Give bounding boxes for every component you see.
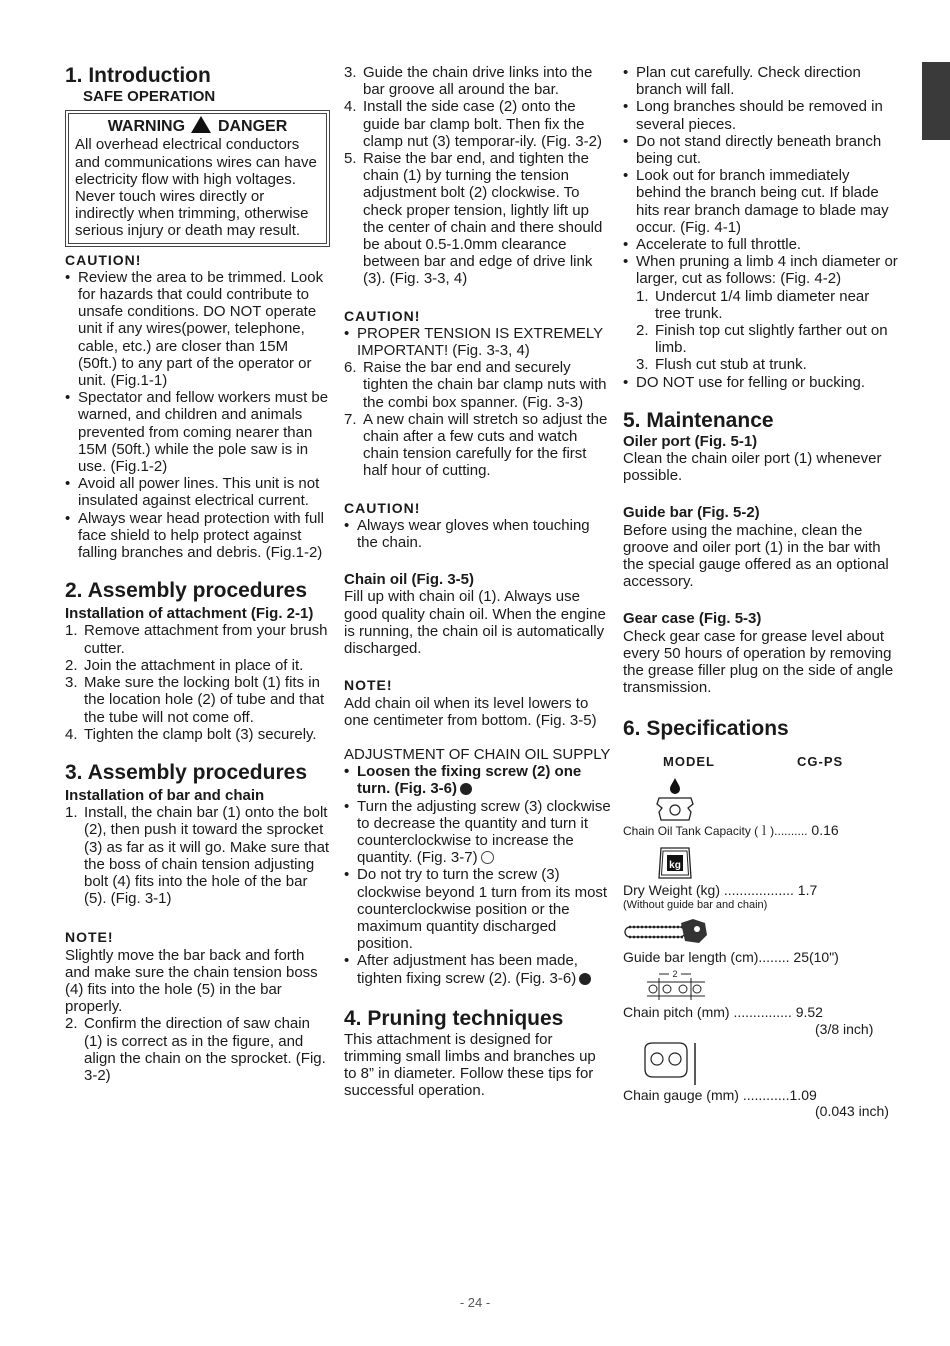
gear-case-heading: Gear case (Fig. 5-3) [623, 610, 762, 628]
list-item: 2. Finish top cut slightly farther out on limb. [636, 322, 888, 357]
list-item: 4. Install the side case (2) onto the guide bar clamp bolt. Then fix the clamp nut (3) temporar-ily. (Fig. 3-2) [344, 98, 602, 150]
column-1 [65, 64, 330, 1084]
section-1-title: 1. Introduction [65, 64, 211, 87]
chain-oil-text: Fill up with chain oil (1). Always use good quality chain oil. When the engine is running, the chain oil is automatically discharged. [344, 588, 606, 658]
column-3 [623, 64, 898, 1119]
chain-gauge-icon [641, 1039, 701, 1087]
list-item: 7. A new chain will stretch so adjust the chain after a few cuts and watch chain tension carefully for the first half hour of cutting. [344, 410, 608, 480]
chain-oil-heading: Chain oil (Fig. 3-5) [344, 571, 474, 589]
section-3-title: 3. Assembly procedures [65, 760, 307, 784]
list-item: • Avoid all power lines. This unit is not insulated against electrical current. [65, 475, 330, 509]
svg-text:2: 2 [672, 969, 678, 980]
model-label: MODEL [663, 753, 715, 769]
list-item: 3. Guide the chain drive links into the bar groove all around the bar. [344, 64, 593, 99]
chain-gauge-inch: (0.043 inch) [815, 1102, 889, 1119]
note-label: NOTE! [65, 929, 114, 946]
list-item: • Turn the adjusting screw (3) clockwise to decrease the quantity and turn it counterclockwise to increase the quantity. (Fig. 3-7) [344, 798, 612, 867]
caution-label: CAUTION! [344, 307, 421, 324]
list-item: 3. Flush cut stub at trunk. [636, 356, 807, 374]
chapter-tab [922, 62, 950, 140]
spec-row-dry-weight: Dry Weight (kg) .................. 1.7 [623, 881, 818, 898]
danger-label: DANGER [217, 118, 288, 136]
page-number: - 24 - [459, 1295, 491, 1310]
list-item: 1. Remove attachment from your brush cutter. [65, 622, 328, 657]
bar-chain-subheading: Installation of bar and chain [65, 786, 265, 804]
fixing-screw-icon [579, 973, 591, 985]
section-4-title: 4. Pruning techniques [344, 1006, 564, 1030]
list-item: • Always wear head protection with full face shield to help protect against falling branches and debris. (Fig.1-2) [65, 510, 330, 562]
list-item: 1. Install, the chain bar (1) onto the bolt (2), then push it toward the sprocket (3) as far as it will go. Make sure that the boss of chain tension adjusting bolt (4) fits into the hole of the bar (5). (Fig. 3-1) [65, 804, 330, 908]
list-item: 4. Tighten the clamp bolt (3) securely. [65, 725, 317, 743]
chain-pitch-icon [643, 968, 709, 1004]
oiler-port-heading: Oiler port (Fig. 5-1) [623, 432, 758, 450]
list-item: 6. Raise the bar end and securely tighten the chain bar clamp nuts with the combi box spanner. (Fig. 3-3) [344, 359, 607, 411]
dry-weight-note: (Without guide bar and chain) [623, 899, 768, 912]
model-value: CG-PS [797, 753, 844, 769]
warning-box [68, 113, 327, 243]
oil-drop-icon [653, 776, 697, 822]
note-text: Slightly move the bar back and forth and make sure the chain tension boss (4) fits into the hole (5) in the bar properly. [65, 946, 318, 1016]
list-item: • Do not try to turn the screw (3) clockwise beyond 1 turn from its most counterclockwise position or the maximum quantity discharged position. [344, 866, 612, 952]
gear-case-text: Check gear case for grease level about every 50 hours of operation by removing the grease filler plug on the side of angle transmission. [623, 627, 894, 697]
list-item: 3. Make sure the locking bolt (1) fits in the location hole (2) of tube and that the tube will not come off. [65, 674, 325, 726]
note-text: Add chain oil when its level lowers to one centimeter from bottom. (Fig. 3-5) [344, 694, 597, 729]
caution-label: CAUTION! [65, 251, 142, 268]
list-item: • Accelerate to full throttle. [623, 236, 898, 253]
pruning-intro: This attachment is designed for trimming small limbs and branches up to 8” in diameter. Follow these tips for successful operation. [344, 1030, 596, 1100]
warning-text: All overhead electrical conductors and communications wires can have electricity flow with high voltages. Never touch wires directly or indirectly when trimming, otherwise serious injury or death may result. [75, 136, 317, 240]
oiler-port-text: Clean the chain oiler port (1) whenever possible. [623, 450, 882, 485]
list-item: • Do not stand directly beneath branch being cut. [623, 133, 898, 167]
guide-bar-icon [623, 913, 709, 949]
model-header [663, 753, 898, 770]
list-item: • Review the area to be trimmed. Look for hazards that could contribute to unsafe conditions. DO NOT operate unit if any wires(power, telephone, cable, etc.) are closer than 15M (50ft.) to any part of the operator or unit. (Fig.1-1) [65, 269, 330, 389]
guide-bar-text: Before using the machine, clean the groove and oiler port (1) in the bar with the special gauge offered as an optional accessory. [623, 521, 889, 591]
list-item: 2. Join the attachment in place of it. [65, 656, 304, 674]
spec-row-guide-bar: Guide bar length (cm)........ 25(10") [623, 949, 839, 966]
list-item: • DO NOT use for felling or bucking. [623, 374, 898, 391]
list-item: • Loosen the fixing screw (2) one turn. (Fig. 3-6) [344, 763, 612, 797]
list-item: 1. Undercut 1/4 limb diameter near tree trunk. [636, 287, 870, 322]
adjustment-heading: ADJUSTMENT OF CHAIN OIL SUPPLY [344, 745, 611, 763]
list-item: • Spectator and fellow workers must be warned, and children and animals prevented from coming nearer than 15M (50ft.) while the pole saw is in use. (Fig.1-2) [65, 389, 330, 475]
list-item: • Look out for branch immediately behind the branch being cut. If blade hits rear branch damage to blade may occur. (Fig. 4-1) [623, 167, 898, 236]
list-item: 5. Raise the bar end, and tighten the chain (1) by turning the tension adjustment bolt (2) clockwise. To check proper tension, lightly lift up the center of chain and there should be about 0.5-1.0mm clearance between bar and edge of drive link (3). (Fig. 3-3, 4) [344, 150, 603, 288]
list-item: • Plan cut carefully. Check direction branch will fall. [623, 64, 898, 98]
section-5-title: 5. Maintenance [623, 408, 774, 432]
weight-icon [653, 842, 697, 882]
list-item: • After adjustment has been made, tighten fixing screw (2). (Fig. 3-6) [344, 952, 612, 986]
safe-operation-heading: SAFE OPERATION [83, 88, 216, 105]
section-2-title: 2. Assembly procedures [65, 579, 307, 603]
section-6-title: 6. Specifications [623, 716, 789, 740]
caution-label: CAUTION! [344, 499, 421, 516]
adjusting-screw-icon [481, 851, 494, 864]
guide-bar-heading: Guide bar (Fig. 5-2) [623, 504, 760, 522]
spec-row-oil-tank: Chain Oil Tank Capacity (ｌ).......... 0.16 [623, 821, 839, 838]
warning-triangle-icon [191, 116, 211, 133]
list-item: • When pruning a limb 4 inch diameter or larger, cut as follows: (Fig. 4-2) [623, 253, 898, 287]
list-item: 2. Confirm the direction of saw chain (1) is correct as in the figure, and align the chain on the sprocket. (Fig. 3-2) [65, 1015, 326, 1084]
warning-label: WARNING [107, 118, 186, 136]
fixing-screw-icon [460, 783, 472, 795]
chain-pitch-inch: (3/8 inch) [815, 1020, 874, 1037]
column-2 [344, 64, 612, 1100]
spec-row-chain-gauge: Chain gauge (mm) ............1.09 [623, 1086, 817, 1103]
svg-text:kg: kg [669, 859, 681, 871]
attachment-subheading: Installation of attachment (Fig. 2-1) [65, 605, 314, 623]
note-label: NOTE! [344, 677, 393, 694]
list-item: • Always wear gloves when touching the chain. [344, 517, 612, 551]
list-item: • PROPER TENSION IS EXTREMELY IMPORTANT! (Fig. 3-3, 4) [344, 325, 612, 359]
spec-row-chain-pitch: Chain pitch (mm) ............... 9.52 [623, 1004, 823, 1021]
list-item: • Long branches should be removed in several pieces. [623, 98, 898, 132]
warning-heading [75, 116, 320, 135]
